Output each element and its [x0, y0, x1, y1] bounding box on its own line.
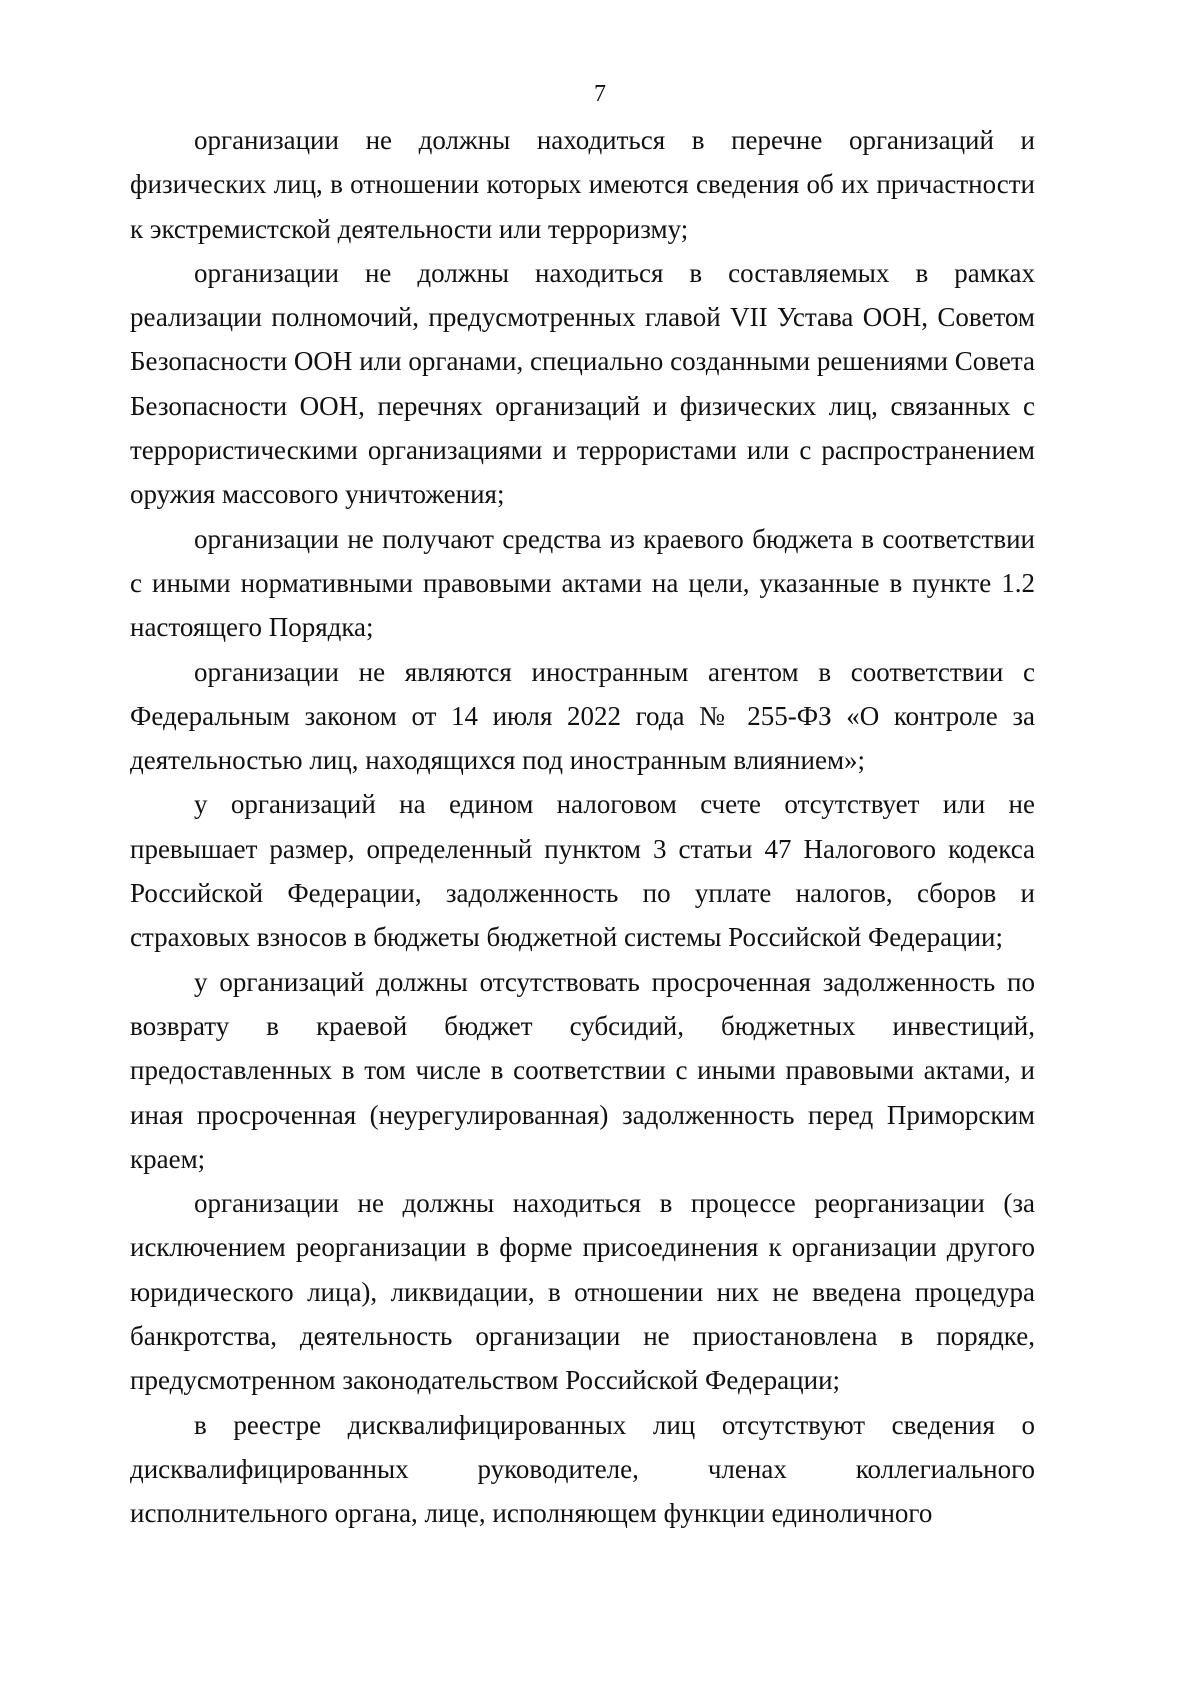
paragraph-overdue-debt: у организаций должны отсутствовать просроченная задолженность по возврату в краевой бюджет субсидий, бюджетных инвестиций, предоставленных в том числе в соответствии с иными правовыми актами, и иная просроченная (неурегулированная) задолженность перед Приморским краем; — [130, 966, 1035, 1174]
paragraph-no-regional-budget-funds: организации не получают средства из краевого бюджета в соответствии с иными нормативными правовыми актами на цели, указанные в пункте 1.2 настоящего Порядка; — [130, 523, 1035, 643]
paragraph-un-security-council-lists: организации не должны находиться в составляемых в рамках реализации полномочий, предусмотренных главой VII Устава ООН, Советом Безопасности ООН или органами, специально созданными решениями Совета Безопасности ООН, перечнях организаций и физических лиц, связанных с террористическими организациями и террористами или с распространением оружия массового уничтожения; — [130, 257, 1035, 510]
paragraph-not-foreign-agent: организации не являются иностранным агентом в соответствии с Федеральным законом от 14 июля 2022 года № 255-ФЗ «О контроле за деятельностью лиц, находящихся под иностранным влиянием»; — [130, 656, 1035, 776]
paragraph-tax-debt: у организаций на едином налоговом счете отсутствует или не превышает размер, определенный пунктом 3 статьи 47 Налогового кодекса Российской Федерации, задолженность по уплате налогов, сборов и страховых взносов в бюджеты бюджетной системы Российской Федерации; — [130, 789, 1035, 953]
paragraph-extremism-list: организации не должны находиться в перечне организаций и физических лиц, в отношении которых имеются сведения об их причастности к экстремистской деятельности или терроризму; — [130, 125, 1035, 244]
page-number: 7 — [594, 81, 606, 107]
document-body — [130, 118, 1035, 1536]
paragraph-reorganization-liquidation: организации не должны находиться в процессе реорганизации (за исключением реорганизации в форме присоединения к организации другого юридического лица), ликвидации, в отношении них не введена процедура банкротства, деятельность организации не приостановлена в порядке, предусмотренном законодательством Российской Федерации; — [130, 1188, 1035, 1396]
paragraph-disqualified-persons: в реестре дисквалифицированных лиц отсутствуют сведения о дисквалифицированных руководителе, членах коллегиального исполнительного органа, лице, исполняющем функции единоличного — [130, 1409, 1035, 1529]
